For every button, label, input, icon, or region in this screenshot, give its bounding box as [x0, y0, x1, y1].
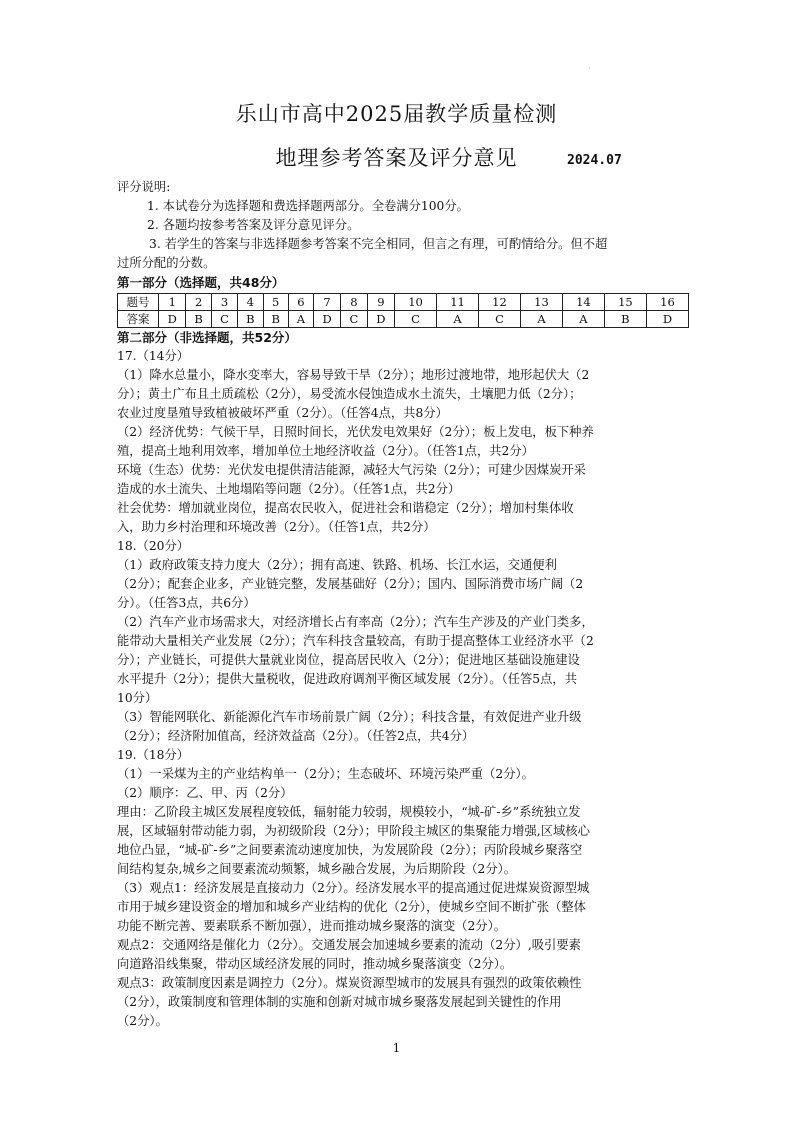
document-title: 乐山市高中2025届教学质量检测 — [235, 102, 558, 126]
answer-line: （1）降水总量小，降水变率大，容易导致干旱（2分）；地形过渡地带，地形起伏大（2 — [117, 368, 590, 382]
question-number-cell: 16 — [646, 294, 688, 311]
answer-cell: B — [238, 311, 263, 328]
question-number-cell: 13 — [520, 294, 562, 311]
question-number-cell: 8 — [341, 294, 367, 311]
answer-line: （1）一采煤为主的产业结构单一（2分）；生态破坏、环境污染严重（2分）。 — [117, 767, 534, 781]
answer-line: 分）；产业链长，可提供大量就业岗位，提高居民收入（2分）；促进地区基础设施建设 — [117, 653, 580, 667]
answer-line: （2分）；经济附加值高，经济效益高（2分）。（任答2点，共4分） — [117, 729, 475, 743]
answer-line: 殖，提高土地利用效率，增加单位土地经济收益（2分）。（任答1点，共2分） — [117, 444, 534, 458]
scan-speck: · — [588, 64, 591, 73]
answer-line: （2）经济优势：气候干旱，日照时间长，光伏发电效果好（2分）；板上发电，板下种养 — [117, 425, 594, 439]
scoring-note: 过所分配的分数。 — [117, 256, 216, 270]
answer-line: 17.（14分） — [117, 349, 190, 363]
question-number-cell: 2 — [186, 294, 211, 311]
answer-cell: A — [437, 311, 479, 328]
scoring-note: 3. 若学生的答案与非选择题参考答案不完全相同，但言之有理，可酌情给分。但不超 — [149, 237, 608, 251]
answer-cell: A — [520, 311, 562, 328]
answer-line: 18.（20分） — [117, 539, 190, 553]
answer-line: 展，区域辐射带动能力弱，为初级阶段（2分）；甲阶段主城区的集聚能力增强,区域核心 — [117, 824, 590, 838]
answer-line: 向道路沿线集聚，带动区域经济发展的同时，推动城乡聚落演变（2分）。 — [117, 957, 513, 971]
answer-cell: A — [562, 311, 604, 328]
answer-line: 10分） — [117, 691, 158, 705]
question-number-cell: 5 — [263, 294, 288, 311]
answer-cell: B — [604, 311, 646, 328]
answer-cell: C — [211, 311, 237, 328]
answer-cell: C — [341, 311, 367, 328]
answer-line: 分）；黄土广布且土质疏松（2分），易受流水侵蚀造成水土流失，土壤肥力低（2分）； — [117, 387, 582, 401]
scoring-notes-heading: 评分说明: — [117, 180, 171, 194]
answer-line: （2分），政策制度和管理体制的实施和创新对城市城乡聚落发展起到关键性的作用 — [117, 995, 562, 1009]
answer-line: 市用于城乡建设资金的增加和城乡产业结构的优化（2分），使城乡空间不断扩张（整体 — [117, 900, 586, 914]
answer-line: 入，助力乡村治理和环境改善（2分）。（任答1点，共2分） — [117, 520, 436, 534]
answer-line: 间结构复杂,城乡之间要素流动频繁，城乡融合发展，为后期阶段（2分）。 — [117, 862, 517, 876]
answer-line: 地位凸显，“城-矿-乡”之间要素流动速度加快，为发展阶段（2分）；丙阶段城乡聚落空 — [117, 843, 583, 857]
document-body — [117, 178, 687, 1031]
question-number-cell: 14 — [562, 294, 604, 311]
question-number-cell: 10 — [395, 294, 437, 311]
answer-line: 功能不断完善、要素联系不断加强），进而推动城乡聚落的演变（2分）。 — [117, 919, 507, 933]
answer-line: （2分）；配套企业多，产业链完整，发展基础好（2分）；国内、国际消费市场广阔（2 — [117, 577, 584, 591]
part2-answers — [117, 347, 687, 1031]
answer-cell: A — [288, 311, 313, 328]
answer-line: （1）政府政策支持力度大（2分）；拥有高速、铁路、机场、长江水运，交通便利 — [117, 558, 557, 572]
answer-line: 农业过度垦殖导致植被破坏严重（2分）。（任答4点，共8分） — [117, 406, 448, 420]
answer-table-number-row — [118, 294, 689, 311]
answer-cell: D — [313, 311, 340, 328]
question-number-cell: 4 — [238, 294, 263, 311]
answer-line: （2分）。 — [117, 1014, 168, 1028]
part1-heading: 第一部分（选择题，共48分） — [117, 275, 285, 290]
question-number-cell: 11 — [437, 294, 479, 311]
question-number-cell: 6 — [288, 294, 313, 311]
row-label: 答案 — [118, 311, 159, 328]
answer-line: 观点2：交通网络是催化力（2分）。交通发展会加速城乡要素的流动（2分）,吸引要素 — [117, 938, 581, 952]
answer-line: 观点3：政策制度因素是调控力（2分）。煤炭资源型城市的发展具有强烈的政策依赖性 — [117, 976, 582, 990]
answer-cell: C — [479, 311, 521, 328]
answer-cell: D — [159, 311, 186, 328]
answer-table — [117, 293, 689, 328]
answer-line: 社会优势：增加就业岗位，提高农民收入，促进社会和谐稳定（2分）；增加村集体收 — [117, 501, 574, 515]
question-number-cell: 1 — [159, 294, 186, 311]
question-number-cell: 9 — [367, 294, 394, 311]
document-subtitle: 地理参考答案及评分意见 — [275, 146, 518, 170]
answer-cell: B — [263, 311, 288, 328]
answer-line: 理由：乙阶段主城区发展程度较低，辐射能力较弱，规模较小，“城-矿-乡”系统独立发 — [117, 805, 581, 819]
answer-line: 环境（生态）优势：光伏发电提供清洁能源，减轻大气污染（2分）；可建少因煤炭开采 — [117, 463, 586, 477]
answer-cell: D — [367, 311, 394, 328]
answer-line: 能带动大量相关产业发展（2分）；汽车科技含量较高，有助于提高整体工业经济水平（2 — [117, 634, 594, 648]
scoring-note: 1. 本试卷分为选择题和费选择题两部分。全卷满分100分。 — [147, 199, 469, 213]
answer-line: （3）智能网联化、新能源化汽车市场前景广阔（2分）；科技含量，有效促进产业升级 — [117, 710, 582, 724]
answer-line: （3）观点1：经济发展是直接动力（2分）。经济发展水平的提高通过促进煤炭资源型城 — [117, 881, 590, 895]
scoring-note: 2. 各题均按参考答案及评分意见评分。 — [147, 218, 360, 232]
answer-cell: C — [395, 311, 437, 328]
answer-cell: B — [186, 311, 211, 328]
answer-line: 造成的水土流失、土地塌陷等问题（2分）。（任答1点，共2分） — [117, 482, 461, 496]
page-number: 1 — [392, 1041, 401, 1055]
question-number-cell: 3 — [211, 294, 237, 311]
answer-line: 分）。（任答3点，共6分） — [117, 596, 256, 610]
question-number-cell: 15 — [604, 294, 646, 311]
answer-line: （2）汽车产业市场需求大，对经济增长占有率高（2分）；汽车生产涉及的产业门类多， — [117, 615, 594, 629]
answer-line: （2）顺序：乙、甲、丙（2分） — [117, 786, 293, 800]
answer-table-answer-row — [118, 311, 689, 328]
row-label: 题号 — [118, 294, 159, 311]
answer-line: 19.（18分） — [117, 748, 190, 762]
question-number-cell: 7 — [313, 294, 340, 311]
answer-line: 水平提升（2分）；提供大量税收，促进政府调剂平衡区域发展（2分）。（任答5点，共 — [117, 672, 578, 686]
document-date: 2024.07 — [567, 153, 622, 168]
answer-cell: D — [646, 311, 688, 328]
question-number-cell: 12 — [479, 294, 521, 311]
part2-heading: 第二部分（非选择题，共52分） — [117, 330, 297, 345]
